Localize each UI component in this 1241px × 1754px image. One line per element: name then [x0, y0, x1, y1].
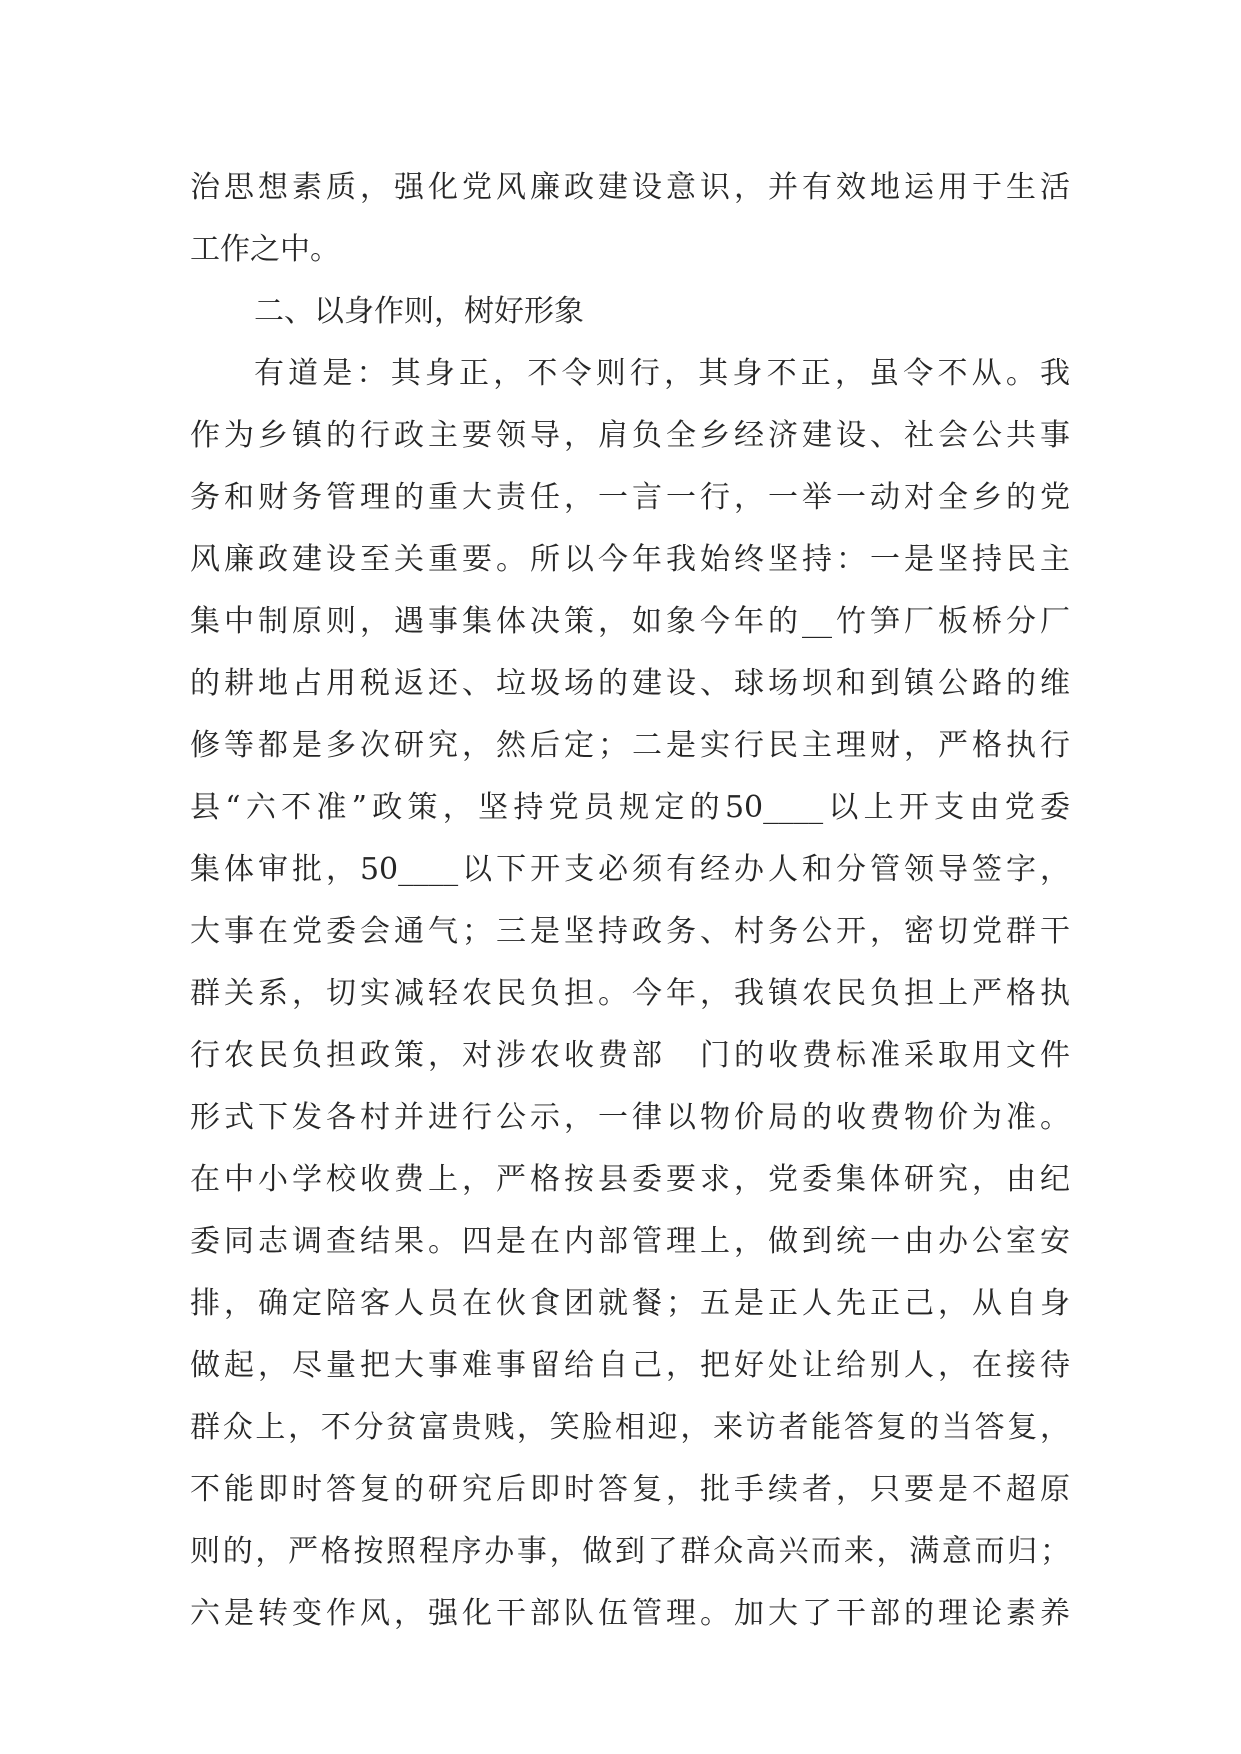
text-line: 排，确定陪客人员在伙食团就餐；五是正人先正己，从自身 [190, 1286, 1070, 1321]
text-line: 集中制原则，遇事集体决策，如象今年的__竹笋厂板桥分厂 [190, 604, 1070, 639]
text-line: 不能即时答复的研究后即时答复，批手续者，只要是不超原 [190, 1472, 1070, 1507]
text-line: 风廉政建设至关重要。所以今年我始终坚持：一是坚持民主 [190, 542, 1070, 577]
text-line: 形式下发各村并进行公示，一律以物价局的收费物价为准。 [190, 1100, 1070, 1135]
text-line: 修等都是多次研究，然后定；二是实行民主理财，严格执行 [190, 728, 1070, 763]
text-line: 工作之中。 [190, 232, 340, 267]
text-line: 的耕地占用税返还、垃圾场的建设、球场坝和到镇公路的维 [190, 666, 1070, 701]
section-heading: 二、以身作则，树好形象 [254, 294, 584, 329]
text-line: 作为乡镇的行政主要领导，肩负全乡经济建设、社会公共事 [190, 418, 1070, 453]
text-line: 大事在党委会通气；三是坚持政务、村务公开，密切党群干 [190, 914, 1070, 949]
text-line: 则的，严格按照程序办事，做到了群众高兴而来，满意而归； [190, 1534, 1070, 1569]
text-line: 做起，尽量把大事难事留给自己，把好处让给别人，在接待 [190, 1348, 1070, 1383]
text-line: 六是转变作风，强化干部队伍管理。加大了干部的理论素养 [190, 1596, 1070, 1631]
document-body [190, 157, 1070, 1645]
text-line: 群众上，不分贫富贵贱，笑脸相迎，来访者能答复的当答复， [190, 1410, 1070, 1445]
text-line: 县“六不准”政策，坚持党员规定的50____以上开支由党委 [190, 790, 1070, 825]
text-line: 委同志调查结果。四是在内部管理上，做到统一由办公室安 [190, 1224, 1070, 1259]
text-line: 群关系，切实减轻农民负担。今年，我镇农民负担上严格执 [190, 976, 1070, 1011]
text-line: 行农民负担政策，对涉农收费部 门的收费标准采取用文件 [190, 1038, 1070, 1073]
text-line: 治思想素质，强化党风廉政建设意识，并有效地运用于生活 [190, 170, 1070, 205]
text-line: 务和财务管理的重大责任，一言一行，一举一动对全乡的党 [190, 480, 1070, 515]
text-line: 在中小学校收费上，严格按县委要求，党委集体研究，由纪 [190, 1162, 1070, 1197]
text-line: 有道是：其身正，不令则行，其身不正，虽令不从。我 [254, 356, 1070, 391]
text-line: 集体审批，50____以下开支必须有经办人和分管领导签字， [190, 852, 1070, 887]
